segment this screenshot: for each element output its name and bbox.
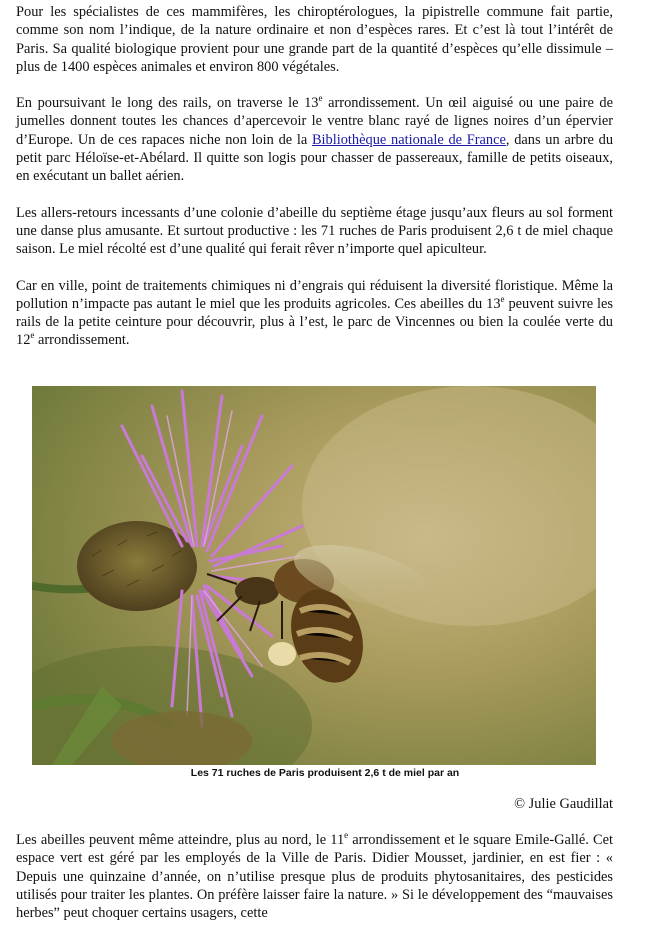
photo-credit: © Julie Gaudillat — [514, 796, 613, 812]
bibliotheque-link[interactable]: Bibliothèque nationale de France — [311, 131, 506, 148]
superscript-e: e — [500, 293, 505, 304]
article-body — [16, 3, 613, 350]
paragraph-text: Car en ville, point de traitements chimiques ni d’engrais qui réduisent la diversité floristique. Même la pollution n’impacte pas autant le miel que les produits agricoles. Ces abeilles du 13 — [16, 277, 613, 312]
superscript-e: e — [344, 830, 349, 840]
paragraph-sparrowhawk — [16, 94, 613, 185]
paragraph-text: peuvent suivre les rails de la petite ceinture pour découvrir, plus à l’est, le parc de Vincennes ou bien la coulée verte du 12 — [16, 295, 613, 349]
paragraph-bats: Pour les spécialistes de ces mammifères, les chiroptérologues, la pipistrelle commune fait partie, comme son nom l’indique, de la nature ordinaire et non d’espèces rares. Et c’est là tout l’intérêt de Paris. Sa qualité biologique provient pour une grande part de la quantité d’espèces qu’elle dissimule – plus de 1400 espèces animales et environ 800 végétales. — [16, 4, 613, 75]
bee-on-flower-photo — [32, 386, 596, 765]
figure-caption: Les 71 ruches de Paris produisent 2,6 t de miel par an — [190, 767, 460, 779]
superscript-e: e — [318, 93, 323, 104]
paragraph-square-emile-galle — [16, 831, 613, 922]
paragraph-bees: Les allers-retours incessants d’une colonie d’abeille du septième étage jusqu’aux fleurs au sol forment une danse plus amusante. Et surtout productive : les 71 ruches de Paris produisent 2,6 t de miel chaque saison. Le miel récolté est d’une qualité qui ferait rêver n’importe quel apiculteur. — [16, 204, 613, 258]
paragraph-text: En poursuivant le long des rails, on traverse le 13 — [16, 95, 319, 112]
paragraph-text: arrondissement. — [34, 332, 130, 349]
paragraph-text: arrondissement. Un œil aiguisé ou une paire de jumelles donnent toutes les chances d’apercevoir le ventre blanc rayé de lignes noires d’un épervier d’Europe. Un de ces rapaces niche non loin de la — [16, 95, 614, 148]
paragraph-text: Les abeilles peuvent même atteindre, plus au nord, le 11 — [16, 832, 345, 848]
paragraph-text: arrondissement et le square Emile-Gallé. Cet espace vert est géré par les employés de la Ville de Paris. Didier Mousset, jardinier, en est fier : « Depuis une quinzaine d’année, on n’utilise presque plus de produits phytosanitaires, des pesticides utilisés pour traiter les plantes. On préfère laisser faire la nature. » Si le développement des “mauvaises herbes” peut choquer certains usagers, cette — [16, 832, 613, 922]
paragraph-text: , dans un arbre du petit parc Héloïse-et-Abélard. Il quitte son logis pour chasser de passereaux, famille de petits oiseaux, en exécutant un ballet aérien. — [16, 131, 614, 185]
paragraph-pollution — [16, 277, 613, 350]
superscript-e: e — [30, 330, 35, 341]
